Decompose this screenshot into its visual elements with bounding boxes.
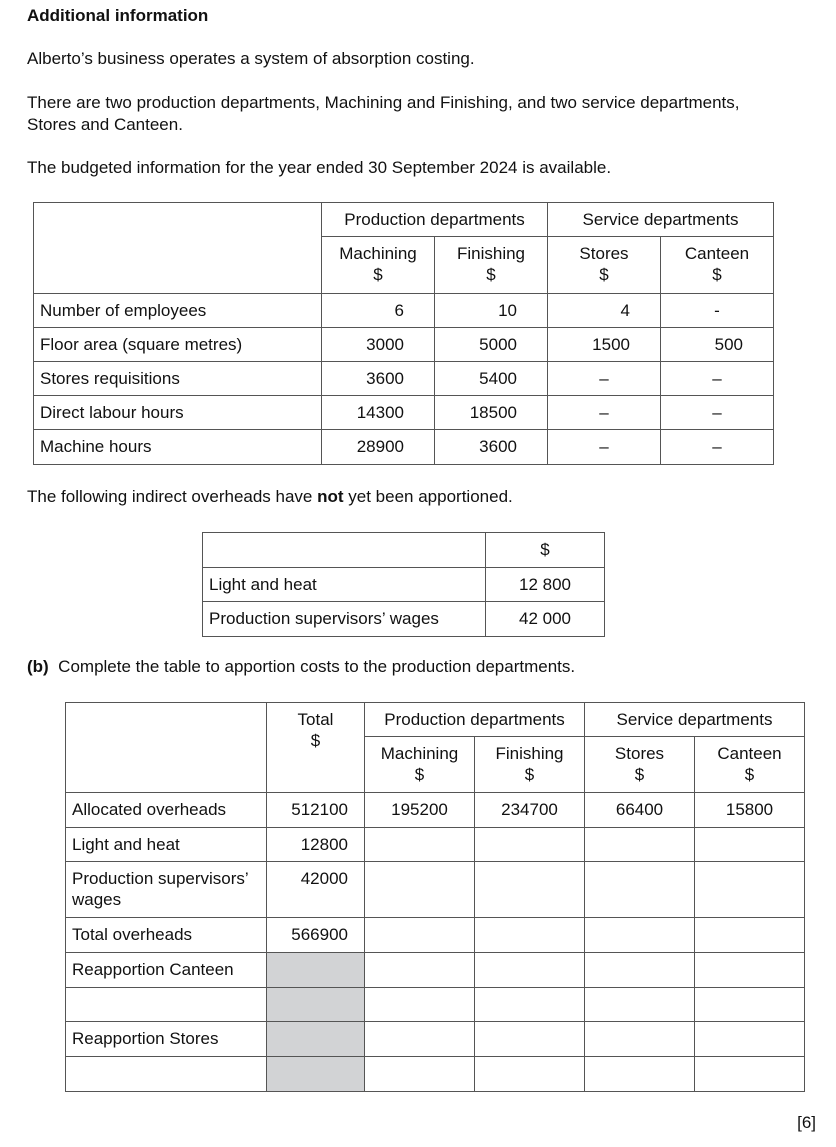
answer-cell[interactable]	[475, 953, 585, 988]
row-label	[66, 988, 267, 1022]
answer-cell[interactable]	[585, 953, 695, 988]
row-label: Light and heat	[203, 568, 486, 602]
row-label: Allocated overheads	[66, 793, 267, 828]
answer-cell[interactable]	[475, 1057, 585, 1092]
answer-cell[interactable]	[585, 862, 695, 918]
answer-cell[interactable]	[365, 988, 475, 1022]
currency: $	[414, 765, 425, 784]
row-label: Production supervisors’ wages	[203, 602, 486, 637]
answer-cell[interactable]	[695, 1057, 805, 1092]
cell-value: 500	[661, 328, 774, 362]
department-name: Finishing	[495, 744, 564, 763]
production-group-header: Production departments	[365, 703, 585, 737]
table-row	[66, 988, 805, 1022]
empty-header-cell	[34, 203, 322, 294]
service-group-header: Service departments	[585, 703, 805, 737]
row-label: Stores requisitions	[34, 362, 322, 396]
cell-value: 28900	[322, 430, 435, 465]
budget-intro-text: The budgeted information for the year ended 30 September 2024 is available.	[27, 158, 612, 177]
answer-cell[interactable]	[695, 988, 805, 1022]
answer-cell[interactable]	[695, 862, 805, 918]
department-name: Canteen	[684, 244, 750, 263]
total-label: Total	[297, 710, 334, 729]
row-label	[66, 1057, 267, 1092]
currency: $	[634, 765, 645, 784]
row-label: Machine hours	[34, 430, 322, 465]
overheads-intro-text	[27, 486, 513, 507]
cell-value: 5000	[435, 328, 548, 362]
answer-cell[interactable]	[365, 1057, 475, 1092]
cell-value: 14300	[322, 396, 435, 430]
answer-cell[interactable]	[475, 1022, 585, 1057]
currency: $	[599, 265, 609, 284]
row-label: Light and heat	[66, 828, 267, 862]
cell-value: -	[661, 294, 774, 328]
cell-value: 18500	[435, 396, 548, 430]
cell-value: 3000	[322, 328, 435, 362]
cell-value: 5400	[435, 362, 548, 396]
cell-value: 15800	[695, 793, 805, 828]
department-name: Canteen	[717, 744, 782, 763]
currency: $	[486, 265, 496, 284]
budget-table	[33, 202, 774, 465]
department-header	[475, 737, 585, 793]
answer-cell[interactable]	[365, 918, 475, 953]
table-row	[66, 1057, 805, 1092]
currency: $	[373, 265, 383, 284]
answer-cell[interactable]	[585, 828, 695, 862]
table-row	[66, 793, 805, 828]
row-label: Reapportion Canteen	[66, 953, 267, 988]
currency: $	[310, 731, 321, 750]
table-row	[34, 362, 774, 396]
table-row	[66, 953, 805, 988]
department-header	[661, 237, 774, 294]
total-cell	[267, 1022, 365, 1057]
emphasis: not	[317, 487, 344, 506]
currency: $	[744, 765, 755, 784]
cell-value: –	[661, 362, 774, 396]
row-label: Total overheads	[66, 918, 267, 953]
cell-value: –	[661, 430, 774, 465]
question-label: (b)	[27, 657, 49, 676]
cell-value: 10	[435, 294, 548, 328]
total-cell	[267, 1057, 365, 1092]
answer-cell[interactable]	[695, 953, 805, 988]
row-label: Floor area (square metres)	[34, 328, 322, 362]
answer-cell[interactable]	[475, 862, 585, 918]
department-header	[435, 237, 548, 294]
cell-value: 6	[322, 294, 435, 328]
question-b	[27, 656, 575, 677]
answer-cell[interactable]	[365, 953, 475, 988]
department-header	[585, 737, 695, 793]
question-text: Complete the table to apportion costs to the production departments.	[58, 657, 576, 676]
answer-cell[interactable]	[365, 862, 475, 918]
table-row	[34, 396, 774, 430]
cell-value: 234700	[475, 793, 585, 828]
department-header	[548, 237, 661, 294]
total-cell: 512100	[267, 793, 365, 828]
empty-header-cell	[66, 703, 267, 793]
table-row	[66, 1022, 805, 1057]
answer-cell[interactable]	[475, 988, 585, 1022]
answer-cell[interactable]	[585, 1022, 695, 1057]
cell-value: 3600	[322, 362, 435, 396]
cell-value: –	[548, 362, 661, 396]
department-name: Stores	[614, 744, 665, 763]
answer-cell[interactable]	[365, 1022, 475, 1057]
cell-value: –	[548, 396, 661, 430]
currency: $	[524, 765, 535, 784]
row-label: Direct labour hours	[34, 396, 322, 430]
department-name: Stores	[579, 244, 629, 263]
answer-cell[interactable]	[695, 828, 805, 862]
answer-cell[interactable]	[585, 918, 695, 953]
table-row	[66, 918, 805, 953]
total-cell: 566900	[267, 918, 365, 953]
currency: $	[712, 265, 722, 284]
text: yet been apportioned.	[343, 487, 513, 506]
total-cell: 12800	[267, 828, 365, 862]
total-header	[267, 703, 365, 793]
section-heading: Additional information	[27, 6, 209, 25]
row-value: 12 800	[486, 568, 605, 602]
department-name: Machining	[380, 744, 459, 763]
currency-header: $	[486, 533, 605, 568]
row-value: 42 000	[486, 602, 605, 637]
answer-cell[interactable]	[475, 918, 585, 953]
table-row	[34, 328, 774, 362]
total-cell	[267, 988, 365, 1022]
cell-value: 195200	[365, 793, 475, 828]
answer-table	[65, 702, 805, 1092]
total-cell	[267, 953, 365, 988]
overheads-table	[202, 532, 605, 637]
table-row	[34, 430, 774, 465]
department-header	[695, 737, 805, 793]
text: The following indirect overheads have	[27, 487, 318, 506]
table-row	[66, 862, 805, 918]
row-label: Production supervisors’ wages	[66, 862, 267, 918]
marks: [6]	[797, 1113, 816, 1132]
answer-cell[interactable]	[475, 828, 585, 862]
answer-cell[interactable]	[695, 1022, 805, 1057]
cell-value: 3600	[435, 430, 548, 465]
cell-value: 4	[548, 294, 661, 328]
table-row	[66, 828, 805, 862]
empty-header-cell	[203, 533, 486, 568]
cell-value: 66400	[585, 793, 695, 828]
cell-value: –	[548, 430, 661, 465]
department-header	[365, 737, 475, 793]
service-group-header: Service departments	[548, 203, 774, 237]
answer-cell[interactable]	[365, 828, 475, 862]
row-label: Number of employees	[34, 294, 322, 328]
table-row	[34, 294, 774, 328]
cell-value: 1500	[548, 328, 661, 362]
total-cell: 42000	[267, 862, 365, 918]
departments-text-2: Stores and Canteen.	[27, 115, 183, 134]
department-name: Finishing	[456, 244, 526, 263]
answer-cell[interactable]	[585, 988, 695, 1022]
cell-value: –	[661, 396, 774, 430]
department-name: Machining	[339, 244, 417, 263]
answer-cell[interactable]	[585, 1057, 695, 1092]
row-label: Reapportion Stores	[66, 1022, 267, 1057]
production-group-header: Production departments	[322, 203, 548, 237]
department-header	[322, 237, 435, 294]
departments-text-1: There are two production departments, Machining and Finishing, and two service departments,	[27, 93, 740, 112]
intro-text: Alberto’s business operates a system of absorption costing.	[27, 49, 475, 68]
answer-cell[interactable]	[695, 918, 805, 953]
